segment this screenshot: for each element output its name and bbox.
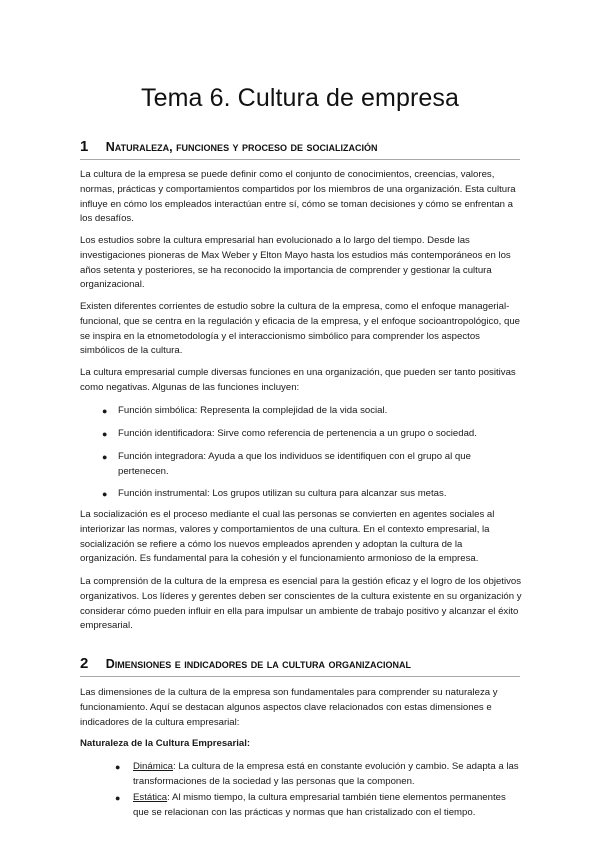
term-description: : Al mismo tiempo, la cultura empresarial también tiene elementos permanentes que se relacionan con las prácticas y normas que han cristalizado con el tiempo.	[133, 792, 506, 818]
term: Estática	[133, 792, 168, 803]
list-item-text: Función simbólica: Representa la complejidad de la vida social.	[118, 405, 388, 416]
term: Dinámica	[133, 761, 173, 772]
section-1-title: Naturaleza, funciones y proceso de socialización	[105, 140, 378, 154]
subheading: Naturaleza de la Cultura Empresarial:	[80, 738, 251, 749]
bullet-icon: ●	[115, 762, 121, 772]
bullet-icon: ●	[115, 793, 121, 803]
paragraph: La socialización es el proceso mediante el cual las personas se convierten en agentes sociales al interiorizar las normas, valores y comportamientos de una cultura. En el contexto empresarial, la socialización se refiere a cómo los nuevos empleados aprenden y adoptan la cultura de la organización. Es fundamental para la cohesión y el funcionamiento armonioso de la empresa.	[80, 509, 495, 565]
bullet-icon: ●	[102, 489, 108, 499]
section-2-number: 2	[80, 655, 89, 672]
section-2-title: Dimensiones e indicadores de la cultura organizacional	[105, 657, 411, 671]
list-item-text	[133, 760, 523, 790]
list-item-text: Función instrumental: Los grupos utilizan su cultura para alcanzar sus metas.	[118, 488, 447, 499]
list-item-text: Función integradora: Ayuda a que los individuos se identifiquen con el grupo al que pertenecen.	[118, 451, 471, 477]
document-title: Tema 6. Cultura de empresa	[140, 84, 460, 112]
paragraph: Existen diferentes corrientes de estudio sobre la cultura de la empresa, como el enfoque managerial-funcional, que se centra en la regulación y eficacia de la empresa, y el enfoque socioantropológico, que se inspira en la etnometodología y el interaccionismo simbólico para comprender los aspectos simbólicos de la cultura.	[80, 301, 520, 357]
term-description: : La cultura de la empresa está en constante evolución y cambio. Se adapta a las transformaciones de la sociedad y las personas que la componen.	[133, 761, 519, 787]
section-2-heading	[80, 655, 520, 677]
list-item-text: Función identificadora: Sirve como referencia de pertenencia a un grupo o sociedad.	[118, 428, 477, 439]
bullet-icon: ●	[102, 429, 108, 439]
paragraph: La comprensión de la cultura de la empresa es esencial para la gestión eficaz y el logro de los objetivos organizativos. Los líderes y gerentes deben ser conscientes de la cultura existente en su organización y considerar cómo pueden influir en ella para impulsar un ambiente de trabajo positivo y alcanzar el éxito empresarial.	[80, 576, 522, 632]
paragraph: La cultura de la empresa se puede definir como el conjunto de conocimientos, creencias, valores, normas, prácticas y comportamientos compartidos por los miembros de una organización. Esta cultura influye en cómo los empleados interactúan entre sí, cómo se toman decisiones y cómo se enfrentan a los desafíos.	[80, 169, 516, 225]
bullet-icon: ●	[102, 452, 108, 462]
paragraph: La cultura empresarial cumple diversas funciones en una organización, que pueden ser tanto positivas como negativas. Algunas de las funciones incluyen:	[80, 367, 516, 393]
section-1-number: 1	[80, 138, 89, 155]
list-item-text	[133, 791, 523, 821]
section-1-heading	[80, 138, 520, 160]
paragraph: Los estudios sobre la cultura empresarial han evolucionado a lo largo del tiempo. Desde las investigaciones pioneras de Max Weber y Elton Mayo hasta los estudios más contemporáneos en los años setenta y posteriores, se ha reconocido la importancia de comprender y gestionar la cultura organizacional.	[80, 235, 511, 291]
paragraph: Las dimensiones de la cultura de la empresa son fundamentales para comprender su naturaleza y funcionamiento. Aquí se destacan algunos aspectos clave relacionados con estas dimensiones e indicadores de la cultura empresarial:	[80, 687, 498, 728]
bullet-icon: ●	[102, 406, 108, 416]
